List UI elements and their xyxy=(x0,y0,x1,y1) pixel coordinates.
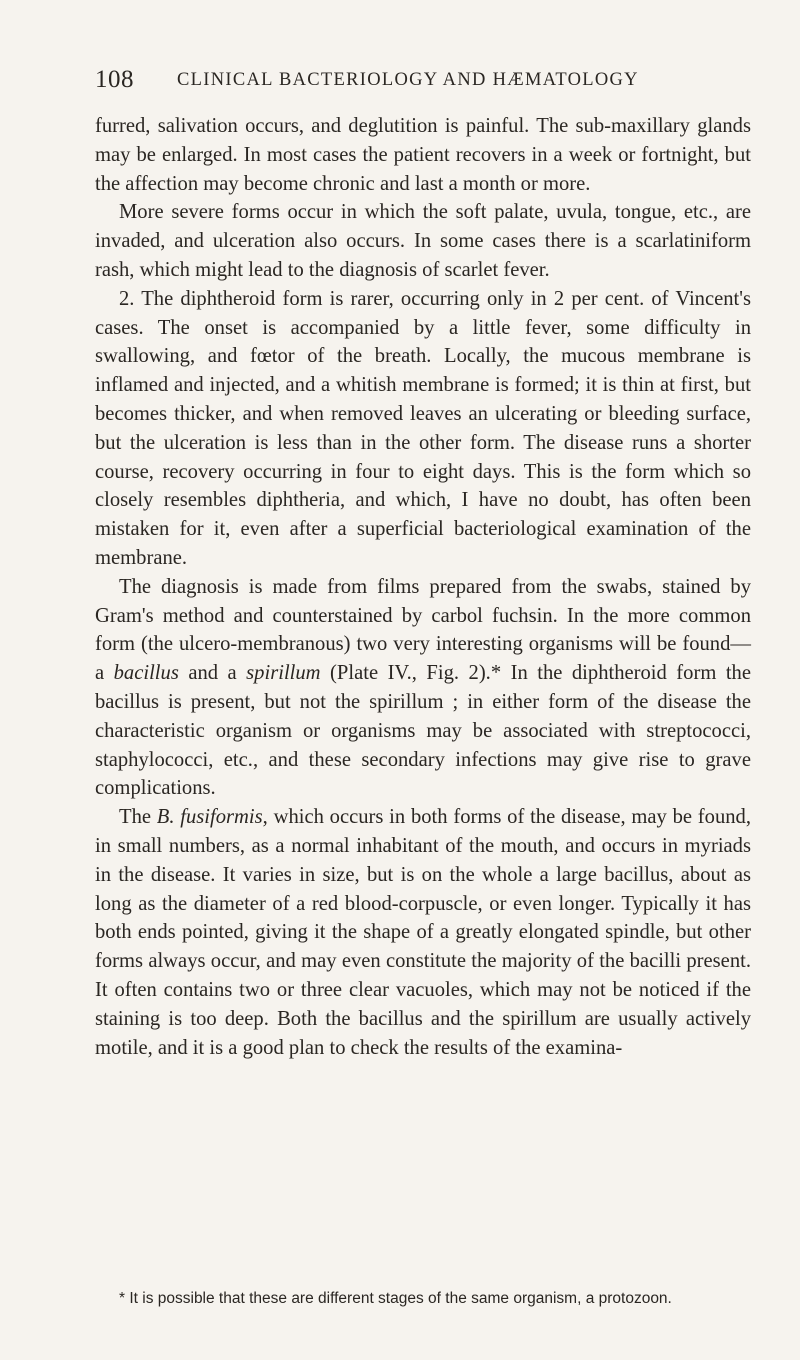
paragraph-5-text-a: The xyxy=(119,806,157,829)
paragraph-2: More severe forms occur in which the soft palate, uvula, tongue, etc., are invaded, and ulceration also occurs. In some cases there is a scarlatiniform rash, which might lead to the diagnosis of scarlet fever. xyxy=(95,201,751,281)
paragraph-4-text-a: The diagnosis is made from films prepared from the swabs, stained by Gram's method and counterstained by carbol fuchsin. In the more common form (the ulcero-membranous) two very interesting organisms will be found—a xyxy=(95,575,751,685)
footnote: * It is possible that these are different stages of the same organism, a protozoon. xyxy=(119,1290,672,1307)
paragraph-4-text-b: and a xyxy=(178,662,247,685)
term-bacillus: bacillus xyxy=(113,662,179,685)
term-spirillum: spirillum xyxy=(246,662,321,685)
paragraph-1: furred, salivation occurs, and deglutition is painful. The sub-maxillary glands may be enlarged. In most cases the patient recovers in a week or fortnight, but the affection may become chronic and last a month or more. xyxy=(95,115,751,195)
paragraph-5-text-b: , which occurs in both forms of the disease, may be found, in small numbers, as a normal inhabitant of the mouth, and occurs in myriads in the disease. It varies in size, but is on the whole a large bacillus, about as long as the diameter of a red blood-corpuscle, or even longer. Typically it has both ends pointed, giving it the shape of a greatly elongated spindle, but other forms always occur, and may even constitute the majority of the bacilli present. It often contains two or three clear vacuoles, which may not be noticed if the staining is too deep. Both the bacillus and the spirillum are usually actively motile, and it is a good plan to check the results of the examina- xyxy=(95,806,751,1059)
paragraph-5 xyxy=(95,803,751,1062)
page-header xyxy=(95,66,735,100)
paragraph-4-text-c: (Plate IV., Fig. 2).* In the diphtheroid form the bacillus is present, but not the spirillum ; in either form of the disease the characteristic organism or organisms may be associated with streptococci, staphylococci, etc., and these secondary infections may give rise to grave complications. xyxy=(95,662,751,800)
paragraph-4 xyxy=(95,573,751,803)
term-b-fusiformis: B. fusiformis xyxy=(156,806,263,829)
page-number: 108 xyxy=(95,66,134,93)
paragraph-3: 2. The diphtheroid form is rarer, occurring only in 2 per cent. of Vincent's cases. The onset is accompanied by a little fever, some difficulty in swallowing, and fœtor of the breath. Locally, the mucous membrane is inflamed and injected, and a whitish membrane is formed; it is thin at first, but becomes thicker, and when removed leaves an ulcerating or bleeding surface, but the ulceration is less than in the other form. The disease runs a shorter course, recovery occurring in four to eight days. This is the form which so closely resembles diphtheria, and which, I have no doubt, has often been mistaken for it, even after a superficial bacteriological examination of the membrane. xyxy=(95,287,751,569)
running-head: CLINICAL BACTERIOLOGY AND HÆMATOLOGY xyxy=(177,70,639,90)
body-text xyxy=(95,112,751,1062)
